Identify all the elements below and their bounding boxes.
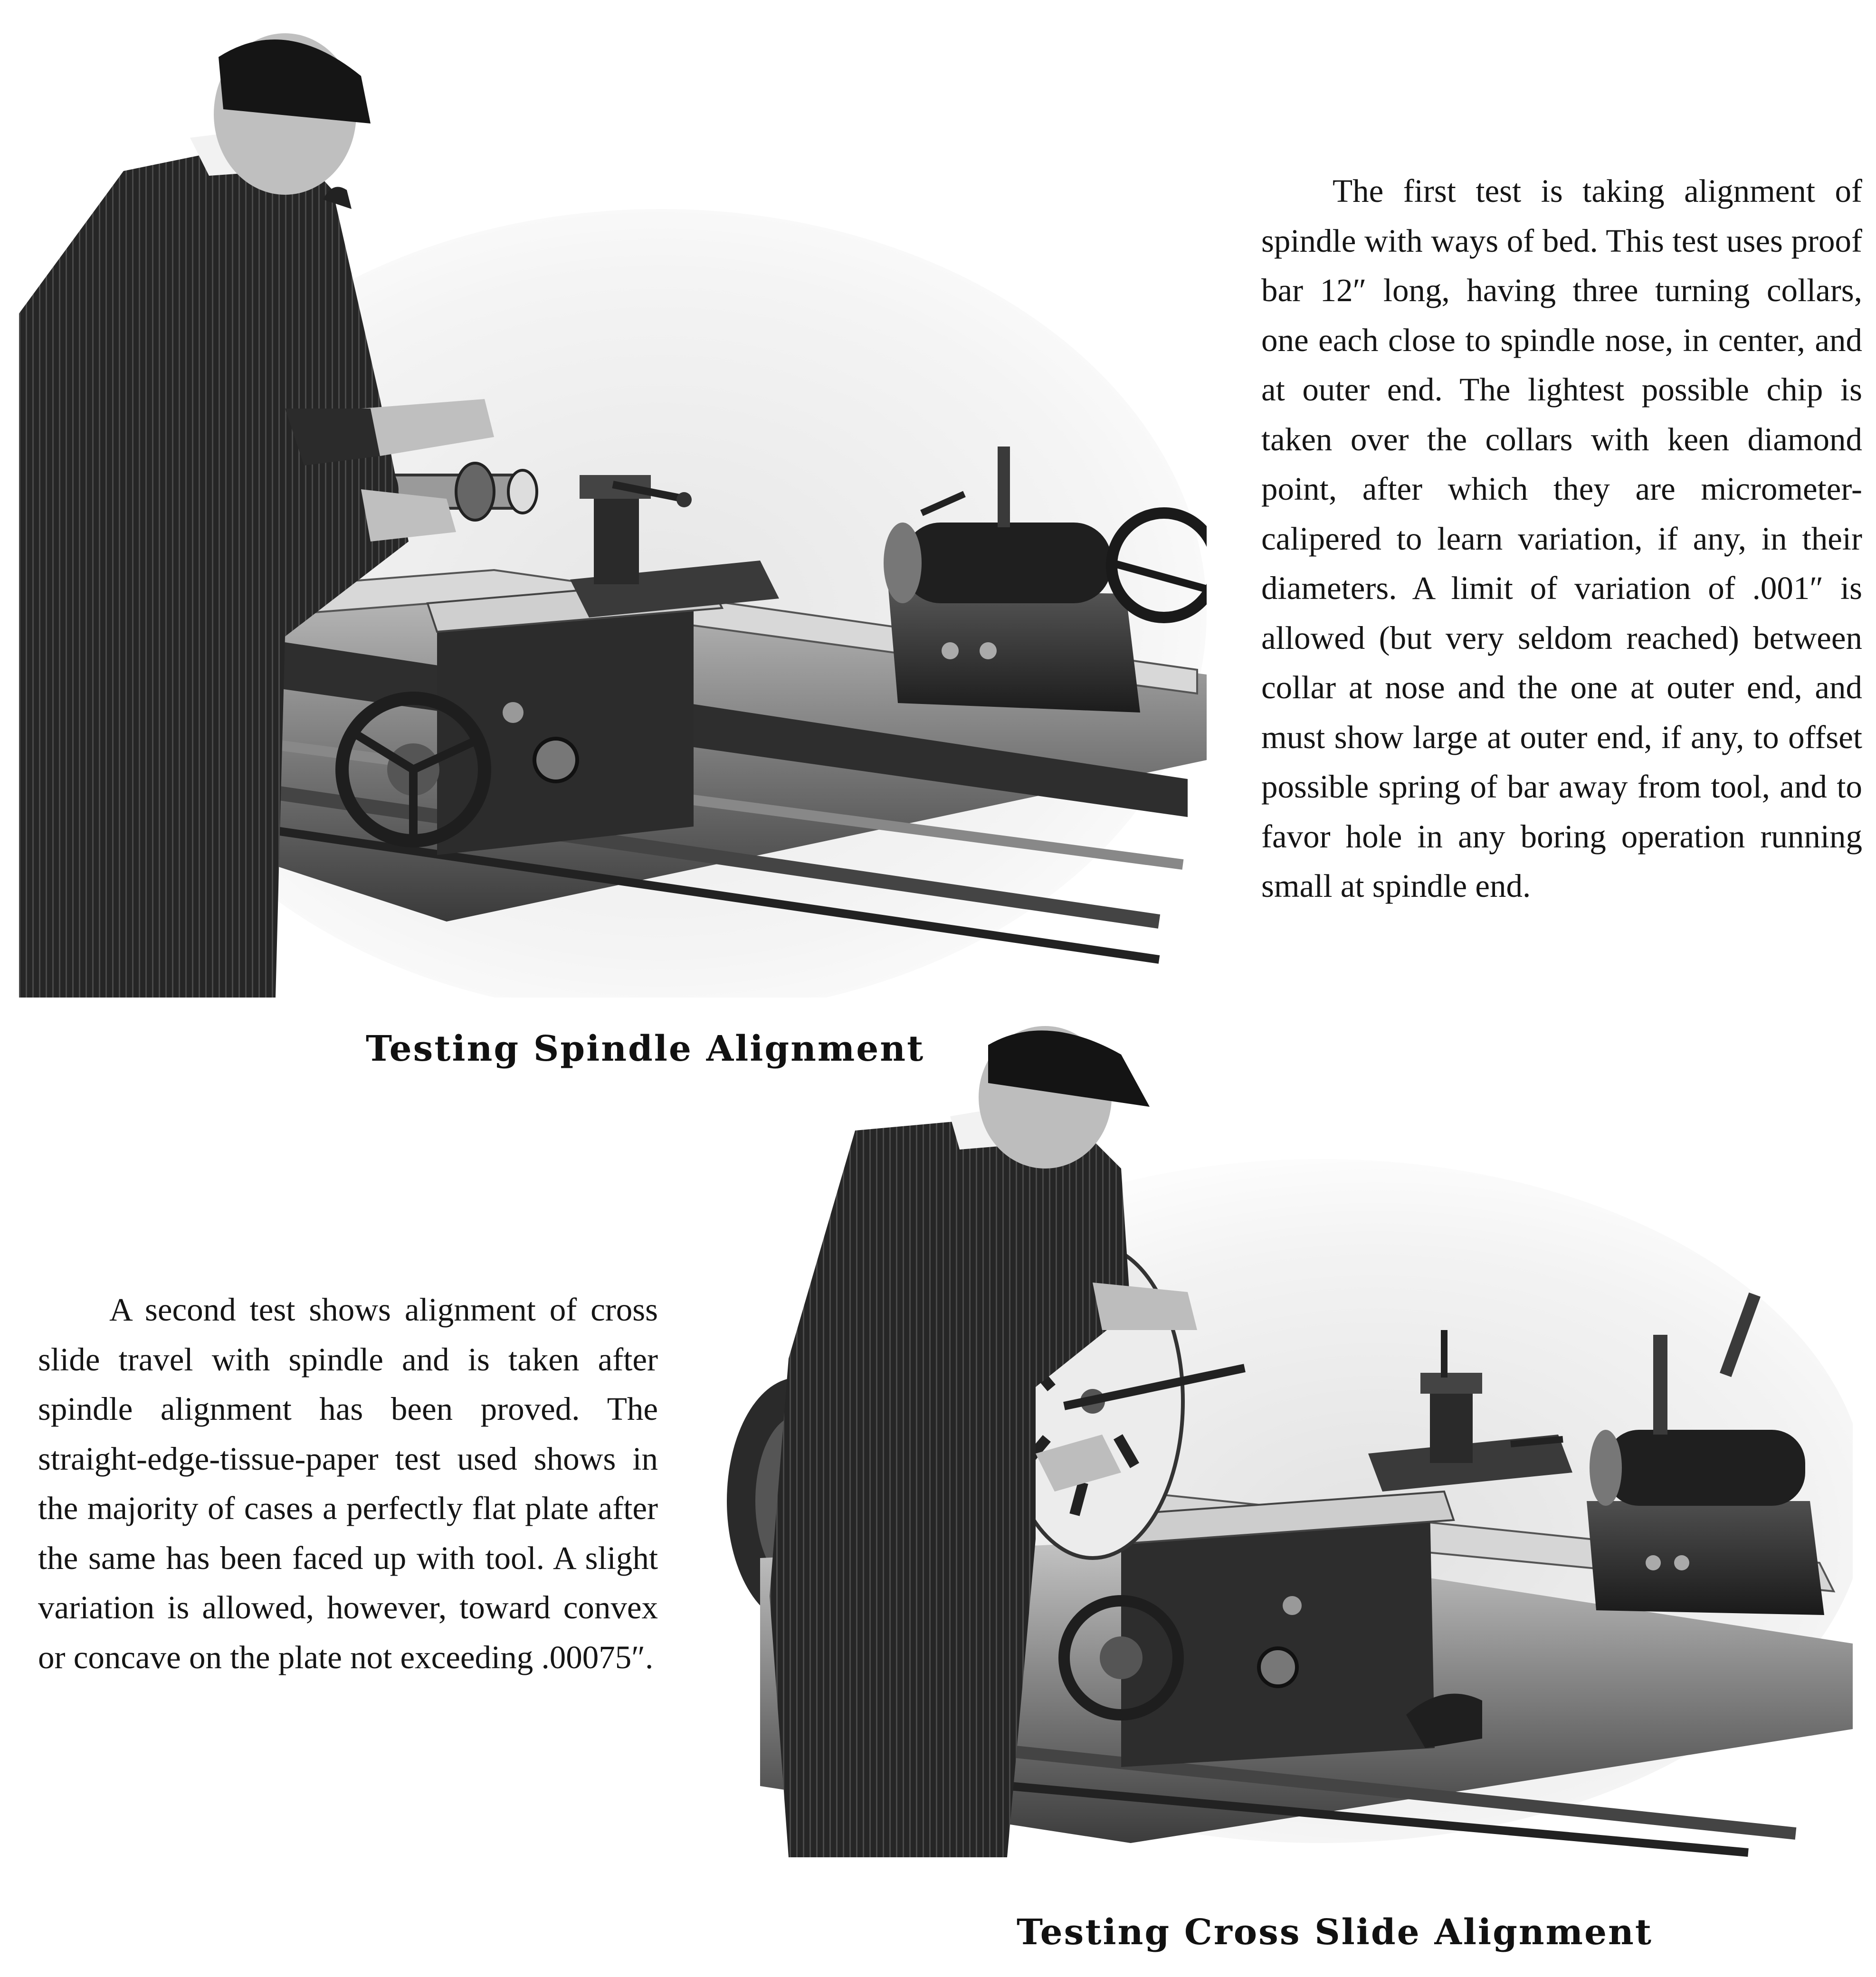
cross-slide-alignment-illustration: [703, 1026, 1853, 1857]
figure-caption: Testing Cross Slide Alignment: [1017, 1912, 1653, 1953]
first-test-paragraph-block: [1261, 166, 1862, 911]
paragraph: The first test is taking alignment of spindle with ways of bed. This test uses proof bar 12″ long, having three turning collars, one each close to spindle nose, in center, and at outer end. The lightest possible chip is taken over the collars with keen diamond point, after which they are micrometer-calipered to learn variation, if any, in their diameters. A limit of variation of .001″ is allowed (but very seldom reached) between collar at nose and the one at outer end, and must show large at outer end, if any, to offset possible spring of bar away from tool, and to favor hole in any boring operation running small at spindle end.: [1261, 173, 1862, 904]
spindle-alignment-illustration: [19, 19, 1207, 998]
lathe-spindle-drawing: [19, 19, 1207, 998]
second-test-paragraph-block: [38, 1285, 658, 1682]
lathe-cross-slide-drawing: [703, 1026, 1853, 1857]
paragraph: A second test shows alignment of cross slide travel with spindle and is taken after spindle alignment has been proved. The straight-edge-tissue-paper test used shows in the majority of cases a perfectly flat plate after the same has been faced up with tool. A slight variation is allowed, however, toward convex or concave on the plate not exceeding .00075″.: [38, 1292, 658, 1675]
figure-caption: Testing Spindle Alignment: [366, 1028, 925, 1069]
